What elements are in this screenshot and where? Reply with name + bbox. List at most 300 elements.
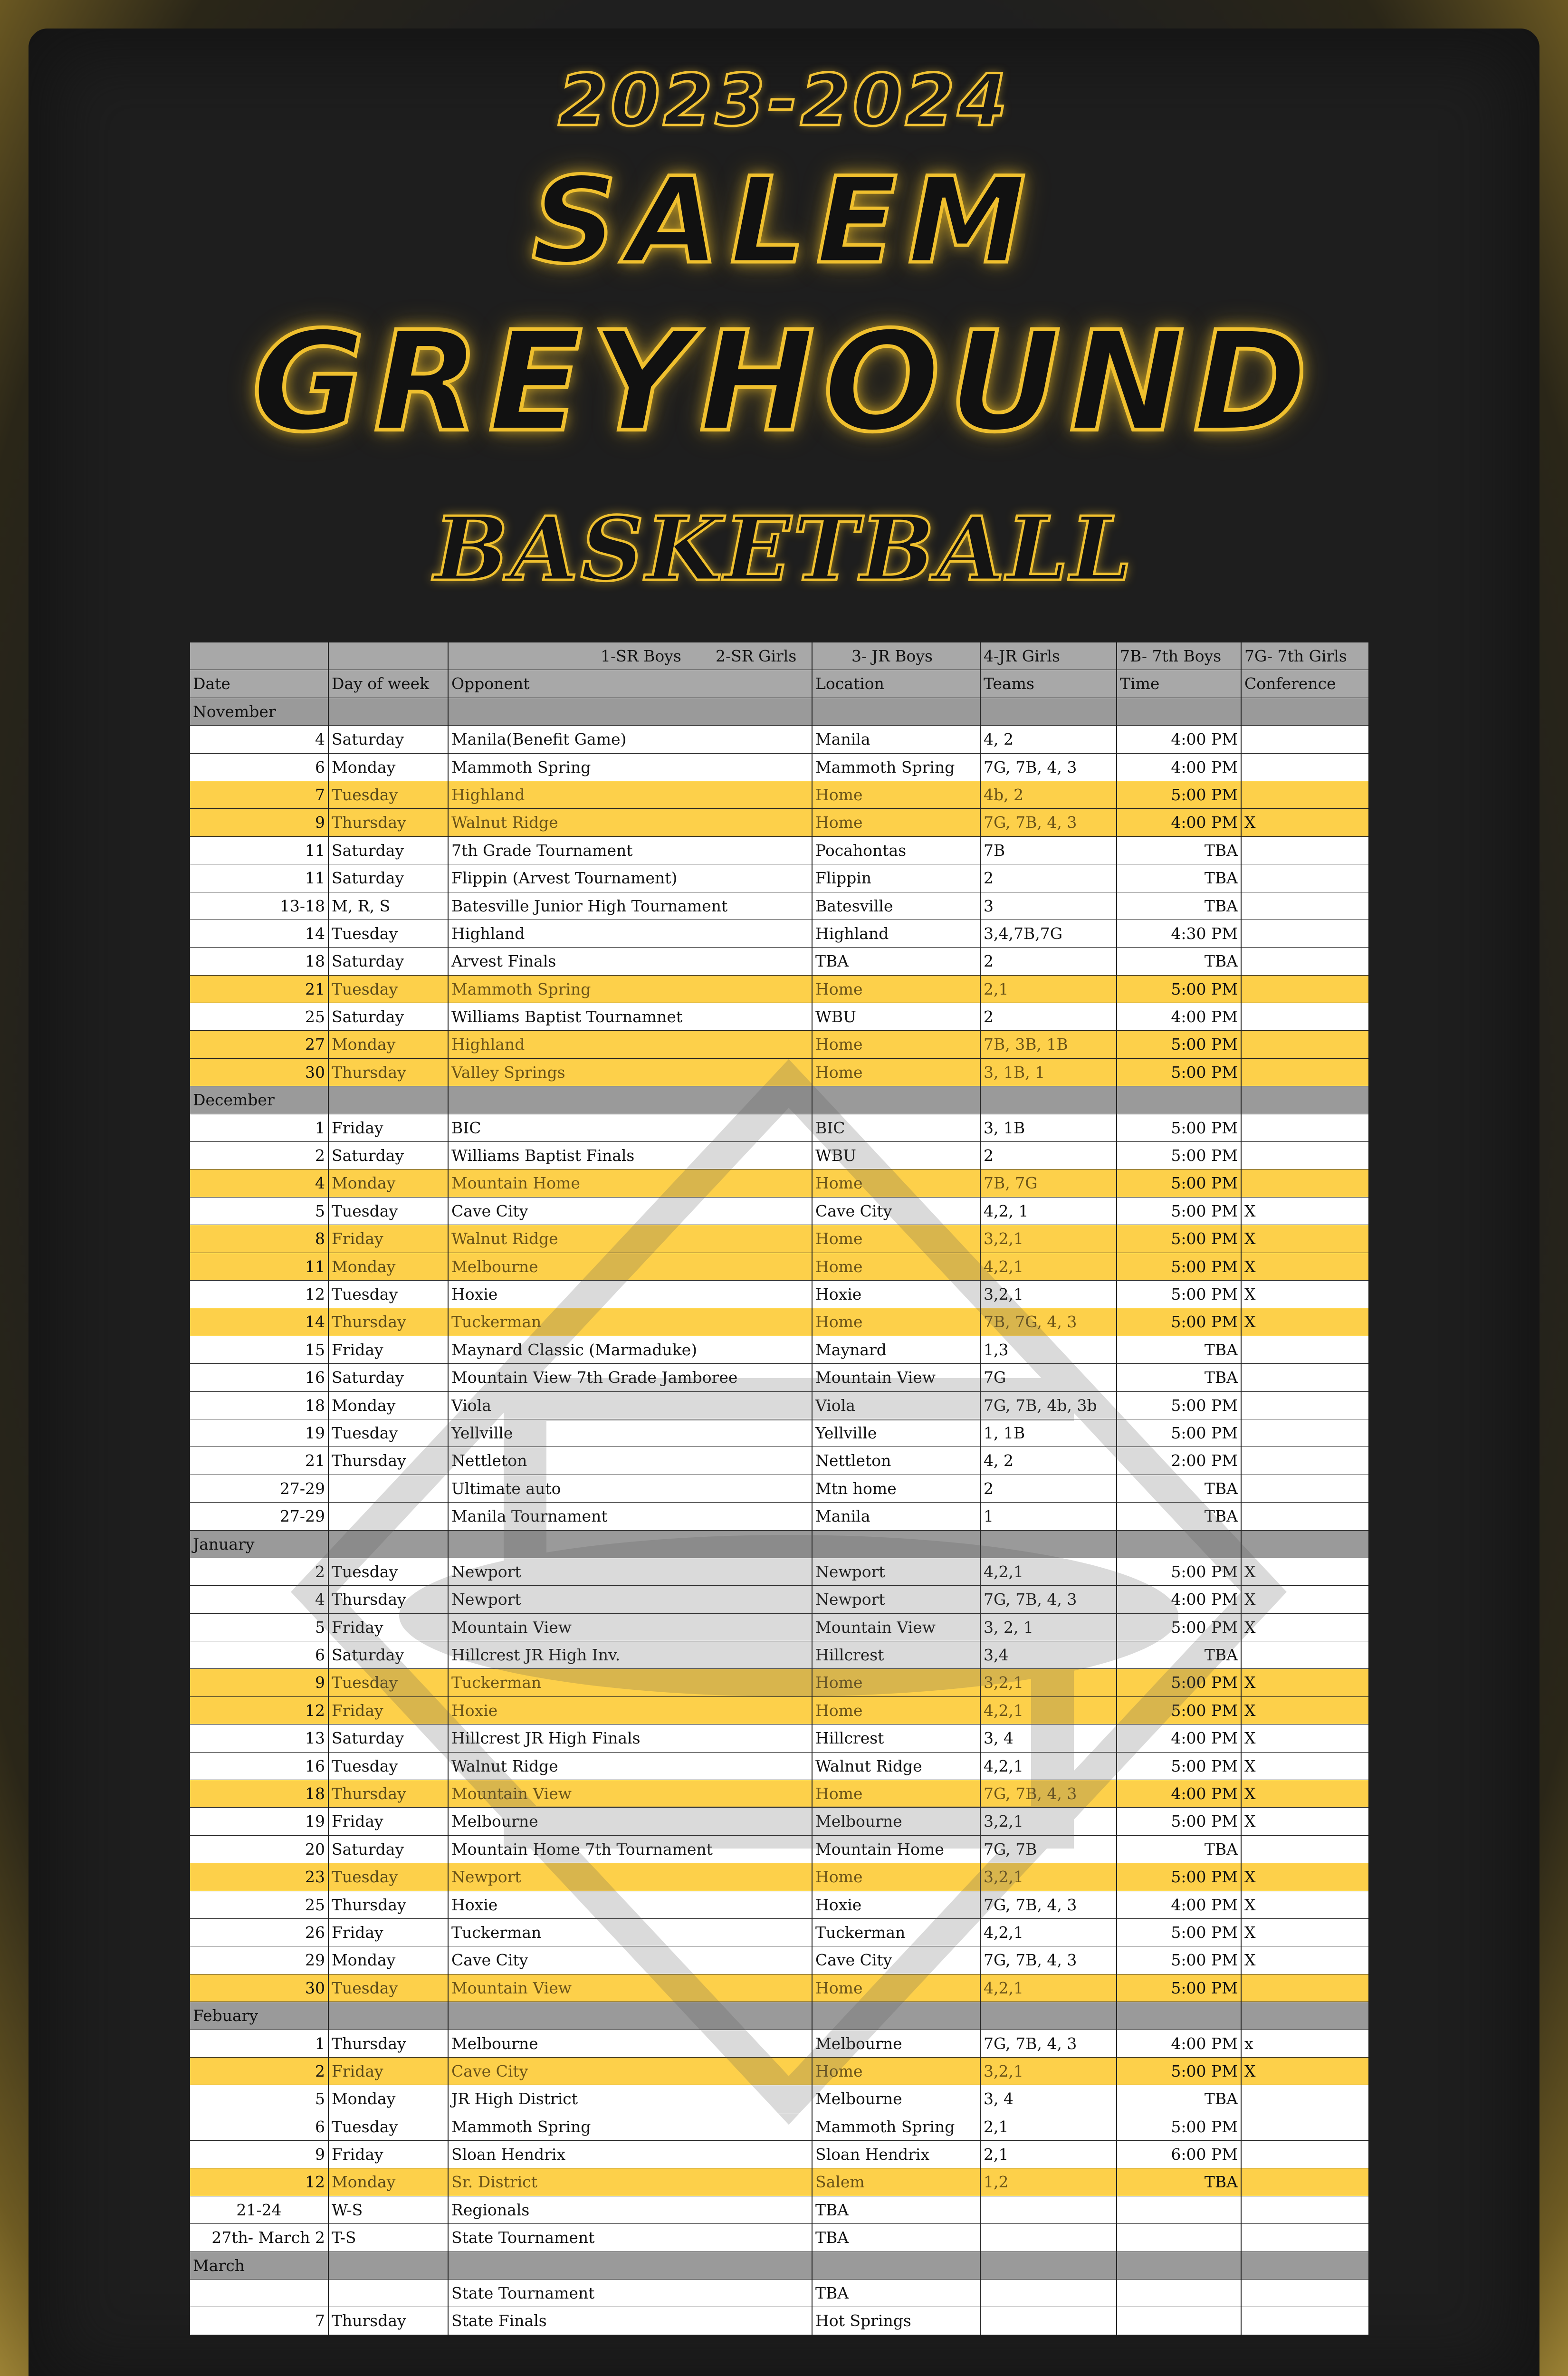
time-cell: 5:00 PM [1117, 1253, 1242, 1280]
location-cell: Newport [813, 1586, 981, 1613]
conference-cell [1242, 1503, 1368, 1530]
date-cell: 4 [190, 1586, 329, 1613]
teams-cell: 1,2 [981, 2168, 1117, 2195]
time-cell: 5:00 PM [1117, 976, 1242, 1003]
conference-cell: X [1244, 1729, 1256, 1748]
opponent-cell: Williams Baptist Tournamnet [449, 1003, 813, 1030]
date-cell: 4 [190, 726, 329, 753]
time-cell: TBA [1117, 864, 1242, 891]
legend-jr-girls: 4-JR Girls [981, 642, 1117, 670]
location-cell: Home [813, 1669, 981, 1696]
conference-cell: X [1244, 1618, 1256, 1637]
day-cell: Friday [329, 2058, 449, 2085]
conference-cell [1242, 864, 1368, 891]
opponent-cell: Mountain View [449, 1780, 813, 1807]
conference-cell: X [1244, 1756, 1256, 1775]
time-cell: 5:00 PM [1117, 1198, 1242, 1225]
conference-cell [1242, 1003, 1368, 1030]
opponent-cell: Mountain Home [449, 1169, 813, 1197]
time-cell: 5:00 PM [1117, 1142, 1242, 1169]
day-cell: W-S [329, 2196, 449, 2223]
teams-cell: 4,2,1 [981, 1697, 1117, 1724]
month-row [190, 698, 1368, 726]
conference-cell [1242, 976, 1368, 1003]
opponent-cell: Newport [449, 1863, 813, 1890]
date-cell: 12 [190, 1281, 329, 1308]
legend-jr-boys: 3- JR Boys [851, 647, 933, 665]
time-cell: 5:00 PM [1117, 1031, 1242, 1058]
location-cell: Home [813, 1974, 981, 2002]
conference-cell: X [1244, 1313, 1256, 1332]
day-cell: Friday [329, 1697, 449, 1724]
day-cell: Thursday [329, 1586, 449, 1613]
time-cell [1117, 2307, 1242, 2334]
conference-cell [1242, 2307, 1368, 2334]
location-cell: Cave City [813, 1198, 981, 1225]
table-row [190, 1725, 1368, 1752]
time-cell: 5:00 PM [1117, 1308, 1242, 1335]
time-cell: 4:00 PM [1117, 1891, 1242, 1918]
location-cell: TBA [813, 948, 981, 975]
conference-cell [1242, 1169, 1368, 1197]
conference-cell [1242, 1475, 1368, 1502]
table-row [190, 1447, 1368, 1475]
location-cell: Hillcrest [813, 1725, 981, 1752]
day-cell: Thursday [329, 1447, 449, 1474]
teams-cell: 2 [981, 1142, 1117, 1169]
date-cell: 30 [190, 1059, 329, 1086]
location-cell: Nettleton [813, 1447, 981, 1474]
teams-cell: 4, 2 [981, 726, 1117, 753]
teams-cell: 3 [981, 892, 1117, 920]
date-cell: 11 [190, 1253, 329, 1280]
month-row [190, 1531, 1368, 1558]
day-cell: Friday [329, 1919, 449, 1946]
day-cell: Tuesday [329, 2113, 449, 2140]
location-cell: WBU [813, 1003, 981, 1030]
day-cell: Thursday [329, 1891, 449, 1918]
conference-cell [1242, 1142, 1368, 1169]
opponent-cell: Mammoth Spring [449, 2113, 813, 2140]
date-cell: 21 [190, 1447, 329, 1474]
opponent-cell: Nettleton [449, 1447, 813, 1474]
teams-cell: 1, 1B [981, 1419, 1117, 1447]
day-cell: Saturday [329, 1836, 449, 1863]
date-cell: 15 [190, 1336, 329, 1363]
location-cell: Home [813, 1059, 981, 1086]
legend-7th-girls: 7G- 7th Girls [1244, 647, 1347, 665]
table-row [190, 837, 1368, 864]
conference-cell [1242, 1114, 1368, 1141]
opponent-cell: Manila Tournament [449, 1503, 813, 1530]
conference-cell: X [1244, 813, 1256, 832]
time-cell: TBA [1117, 1503, 1242, 1530]
conference-cell [1242, 892, 1368, 920]
conference-cell [1242, 2113, 1368, 2140]
opponent-cell: Melbourne [449, 1808, 813, 1835]
table-row [190, 1059, 1368, 1086]
day-cell: Saturday [329, 864, 449, 891]
time-cell: TBA [1117, 948, 1242, 975]
table-row [190, 1753, 1368, 1780]
conference-cell: X [1244, 2061, 1256, 2080]
location-cell: Home [813, 1253, 981, 1280]
day-cell: Saturday [329, 1725, 449, 1752]
location-cell: Pocahontas [813, 837, 981, 864]
day-cell: Monday [329, 2085, 449, 2112]
table-row [190, 864, 1368, 892]
schedule-table [190, 642, 1368, 2335]
month-label: Febuary [190, 2002, 329, 2029]
table-row [190, 1114, 1368, 1142]
conference-cell [1242, 1392, 1368, 1419]
table-row [190, 1169, 1368, 1197]
date-cell: 12 [190, 2168, 329, 2195]
opponent-cell: Walnut Ridge [449, 1753, 813, 1780]
date-cell: 14 [190, 920, 329, 947]
day-cell: Tuesday [329, 1753, 449, 1780]
teams-cell: 4,2,1 [981, 1558, 1117, 1585]
location-cell: Hoxie [813, 1281, 981, 1308]
teams-cell: 3,2,1 [981, 1808, 1117, 1835]
col-opponent: Opponent [449, 670, 813, 697]
opponent-cell: Cave City [449, 1198, 813, 1225]
time-cell: 4:00 PM [1117, 1586, 1242, 1613]
time-cell: 4:00 PM [1117, 1725, 1242, 1752]
teams-cell: 3, 1B, 1 [981, 1059, 1117, 1086]
legend-row [190, 642, 1368, 670]
teams-cell: 3,4,7B,7G [981, 920, 1117, 947]
table-row [190, 2113, 1368, 2141]
time-cell: 5:00 PM [1117, 781, 1242, 808]
opponent-cell: Newport [449, 1558, 813, 1585]
opponent-cell: Hillcrest JR High Finals [449, 1725, 813, 1752]
day-cell: Monday [329, 1253, 449, 1280]
teams-cell: 7G, 7B, 4, 3 [981, 1891, 1117, 1918]
location-cell: Home [813, 809, 981, 836]
date-cell: 5 [190, 2085, 329, 2112]
date-cell: 9 [190, 809, 329, 836]
date-cell: 27-29 [190, 1475, 329, 1502]
teams-cell: 7G, 7B, 4, 3 [981, 1780, 1117, 1807]
teams-cell: 4,2,1 [981, 1753, 1117, 1780]
location-cell: Mammoth Spring [813, 2113, 981, 2140]
opponent-cell: Hoxie [449, 1281, 813, 1308]
table-row [190, 1281, 1368, 1308]
table-row [190, 976, 1368, 1003]
day-cell: Friday [329, 1614, 449, 1641]
teams-cell: 7G, 7B, 4, 3 [981, 754, 1117, 781]
time-cell: 4:00 PM [1117, 1780, 1242, 1807]
date-cell: 2 [190, 1142, 329, 1169]
teams-cell: 7G, 7B [981, 1836, 1117, 1863]
teams-cell: 3,2,1 [981, 1669, 1117, 1696]
teams-cell: 7G, 7B, 4, 3 [981, 1586, 1117, 1613]
date-cell: 11 [190, 837, 329, 864]
location-cell: Newport [813, 1558, 981, 1585]
day-cell: Thursday [329, 1780, 449, 1807]
date-cell: 30 [190, 1974, 329, 2002]
day-cell: Tuesday [329, 781, 449, 808]
teams-cell: 3, 4 [981, 2085, 1117, 2112]
date-cell: 13-18 [190, 892, 329, 920]
conference-cell [1242, 1059, 1368, 1086]
conference-cell: X [1244, 1284, 1256, 1303]
opponent-cell: BIC [449, 1114, 813, 1141]
conference-cell [1242, 1447, 1368, 1474]
teams-cell: 3,2,1 [981, 1281, 1117, 1308]
time-cell: 6:00 PM [1117, 2141, 1242, 2168]
time-cell [1117, 2280, 1242, 2307]
day-cell: Tuesday [329, 1669, 449, 1696]
conference-cell [1242, 837, 1368, 864]
date-cell: 19 [190, 1808, 329, 1835]
month-row [190, 1086, 1368, 1114]
month-label: March [190, 2252, 329, 2279]
time-cell: 5:00 PM [1117, 1114, 1242, 1141]
time-cell: 4:00 PM [1117, 726, 1242, 753]
date-cell: 27 [190, 1031, 329, 1058]
time-cell: TBA [1117, 2168, 1242, 2195]
teams-cell: 7B, 7G, 4, 3 [981, 1308, 1117, 1335]
teams-cell: 7B, 7G [981, 1169, 1117, 1197]
table-row [190, 1863, 1368, 1891]
teams-cell: 3, 1B [981, 1114, 1117, 1141]
date-cell: 19 [190, 1419, 329, 1447]
location-cell: Melbourne [813, 2030, 981, 2057]
time-cell: 5:00 PM [1117, 1169, 1242, 1197]
teams-cell [981, 2224, 1117, 2251]
date-cell: 21 [190, 976, 329, 1003]
time-cell: 5:00 PM [1117, 1281, 1242, 1308]
location-cell: Maynard [813, 1336, 981, 1363]
table-row [190, 1336, 1368, 1364]
opponent-cell: Cave City [449, 2058, 813, 2085]
day-cell: Friday [329, 1225, 449, 1252]
day-cell: Thursday [329, 2307, 449, 2334]
opponent-cell: Valley Springs [449, 1059, 813, 1086]
teams-cell: 2,1 [981, 976, 1117, 1003]
conference-cell [1242, 920, 1368, 947]
table-row [190, 1308, 1368, 1336]
teams-cell: 2 [981, 1003, 1117, 1030]
date-cell: 6 [190, 754, 329, 781]
day-cell: Thursday [329, 1059, 449, 1086]
table-row [190, 2141, 1368, 2168]
mascot-name: GREYHOUND [252, 302, 1316, 462]
time-cell: 5:00 PM [1117, 1808, 1242, 1835]
conference-cell: X [1244, 1229, 1256, 1248]
teams-cell: 4, 2 [981, 1447, 1117, 1474]
table-row [190, 892, 1368, 920]
location-cell: TBA [813, 2196, 981, 2223]
day-cell: Thursday [329, 1308, 449, 1335]
date-cell: 20 [190, 1836, 329, 1863]
conference-cell [1242, 2224, 1368, 2251]
opponent-cell: Arvest Finals [449, 948, 813, 975]
teams-cell: 1,3 [981, 1336, 1117, 1363]
time-cell: TBA [1117, 1836, 1242, 1863]
conference-cell: X [1244, 1701, 1256, 1720]
location-cell: Mountain Home [813, 1836, 981, 1863]
location-cell: Home [813, 1225, 981, 1252]
day-cell [329, 1503, 449, 1530]
opponent-cell: Ultimate auto [449, 1475, 813, 1502]
table-row [190, 1946, 1368, 1974]
teams-cell: 3, 2, 1 [981, 1614, 1117, 1641]
teams-cell: 2 [981, 1475, 1117, 1502]
location-cell: Mountain View [813, 1614, 981, 1641]
location-cell: Flippin [813, 864, 981, 891]
location-cell: Batesville [813, 892, 981, 920]
date-cell: 6 [190, 1641, 329, 1668]
date-cell: 1 [190, 1114, 329, 1141]
day-cell: Tuesday [329, 1281, 449, 1308]
location-cell: Home [813, 1169, 981, 1197]
teams-cell [981, 2196, 1117, 2223]
title-block [0, 0, 1568, 637]
time-cell [1117, 2224, 1242, 2251]
table-row [190, 1419, 1368, 1447]
time-cell: 5:00 PM [1117, 1392, 1242, 1419]
conference-cell: X [1244, 1673, 1256, 1692]
opponent-cell: Manila(Benefit Game) [449, 726, 813, 753]
conference-cell: X [1244, 1923, 1256, 1942]
day-cell: Thursday [329, 809, 449, 836]
table-row [190, 1031, 1368, 1058]
table-row [190, 2030, 1368, 2058]
col-conference: Conference [1244, 674, 1336, 693]
teams-cell: 3, 4 [981, 1725, 1117, 1752]
day-cell [329, 2280, 449, 2307]
day-cell: Monday [329, 1392, 449, 1419]
teams-cell: 7G [981, 1364, 1117, 1391]
opponent-cell: Highland [449, 1031, 813, 1058]
day-cell: Monday [329, 1946, 449, 1974]
teams-cell: 4,2,1 [981, 1974, 1117, 2002]
conference-cell [1242, 1364, 1368, 1391]
opponent-cell: 7th Grade Tournament [449, 837, 813, 864]
day-cell: Friday [329, 2141, 449, 2168]
time-cell: 5:00 PM [1117, 1863, 1242, 1890]
opponent-cell: State Tournament [449, 2224, 813, 2251]
conference-cell [1242, 1336, 1368, 1363]
conference-cell: X [1244, 1868, 1256, 1887]
teams-cell: 3,4 [981, 1641, 1117, 1668]
teams-cell: 2 [981, 864, 1117, 891]
time-cell: 4:00 PM [1117, 1003, 1242, 1030]
col-teams: Teams [981, 670, 1117, 697]
location-cell: TBA [813, 2224, 981, 2251]
day-cell: Tuesday [329, 1198, 449, 1225]
time-cell: 4:00 PM [1117, 2030, 1242, 2057]
time-cell: 5:00 PM [1117, 1697, 1242, 1724]
opponent-cell: Walnut Ridge [449, 1225, 813, 1252]
opponent-cell: Mountain View [449, 1614, 813, 1641]
opponent-cell: Mountain View [449, 1974, 813, 2002]
month-label: November [190, 698, 329, 725]
teams-cell: 4,2,1 [981, 1253, 1117, 1280]
conference-cell: X [1244, 1201, 1256, 1220]
table-row [190, 809, 1368, 836]
location-cell: Melbourne [813, 2085, 981, 2112]
opponent-cell: Batesville Junior High Tournament [449, 892, 813, 920]
table-row [190, 1780, 1368, 1808]
conference-cell [1242, 726, 1368, 753]
day-cell: Monday [329, 754, 449, 781]
location-cell: Mammoth Spring [813, 754, 981, 781]
location-cell: Hillcrest [813, 1641, 981, 1668]
location-cell: Salem [813, 2168, 981, 2195]
opponent-cell: Cave City [449, 1946, 813, 1974]
opponent-cell: Highland [449, 920, 813, 947]
conference-cell: X [1244, 1895, 1256, 1914]
month-row [190, 2252, 1368, 2280]
opponent-cell: Tuckerman [449, 1308, 813, 1335]
date-cell: 18 [190, 1780, 329, 1807]
location-cell: Home [813, 781, 981, 808]
conference-cell: X [1244, 1562, 1256, 1581]
location-cell: BIC [813, 1114, 981, 1141]
time-cell: 4:30 PM [1117, 920, 1242, 947]
conference-cell: x [1244, 2034, 1253, 2053]
day-cell: Saturday [329, 1364, 449, 1391]
date-cell: 8 [190, 1225, 329, 1252]
date-cell: 9 [190, 1669, 329, 1696]
location-cell: Manila [813, 726, 981, 753]
schedule-rows [190, 698, 1368, 2335]
teams-cell: 7G, 7B, 4, 3 [981, 2030, 1117, 2057]
date-cell: 2 [190, 1558, 329, 1585]
conference-cell: X [1244, 1590, 1256, 1609]
teams-cell [981, 2280, 1117, 2307]
school-name: SALEM [531, 152, 1037, 290]
teams-cell: 7B, 3B, 1B [981, 1031, 1117, 1058]
opponent-cell: Melbourne [449, 2030, 813, 2057]
date-cell: 5 [190, 1614, 329, 1641]
table-row [190, 1586, 1368, 1613]
teams-cell: 7G, 7B, 4b, 3b [981, 1392, 1117, 1419]
conference-cell [1242, 781, 1368, 808]
teams-cell: 3,2,1 [981, 1863, 1117, 1890]
teams-cell: 2 [981, 948, 1117, 975]
location-cell: Cave City [813, 1946, 981, 1974]
date-cell: 26 [190, 1919, 329, 1946]
date-cell: 7 [190, 781, 329, 808]
date-cell: 25 [190, 1003, 329, 1030]
table-row [190, 1974, 1368, 2002]
date-cell: 27th- March 2 [190, 2224, 329, 2251]
conference-cell: X [1244, 1257, 1256, 1276]
day-cell: Saturday [329, 837, 449, 864]
teams-cell: 7G, 7B, 4, 3 [981, 1946, 1117, 1974]
day-cell: Tuesday [329, 1863, 449, 1890]
opponent-cell: Yellville [449, 1419, 813, 1447]
date-cell [190, 2280, 329, 2307]
teams-cell: 4,2,1 [981, 1919, 1117, 1946]
table-row [190, 1475, 1368, 1503]
table-row [190, 1808, 1368, 1835]
teams-cell [981, 2307, 1117, 2334]
opponent-cell: Regionals [449, 2196, 813, 2223]
day-cell: Friday [329, 1808, 449, 1835]
opponent-cell: Walnut Ridge [449, 809, 813, 836]
table-row [190, 1669, 1368, 1696]
date-cell: 7 [190, 2307, 329, 2334]
time-cell: 5:00 PM [1117, 1974, 1242, 2002]
opponent-cell: Highland [449, 781, 813, 808]
sport-name: BASKETBALL [434, 497, 1134, 601]
